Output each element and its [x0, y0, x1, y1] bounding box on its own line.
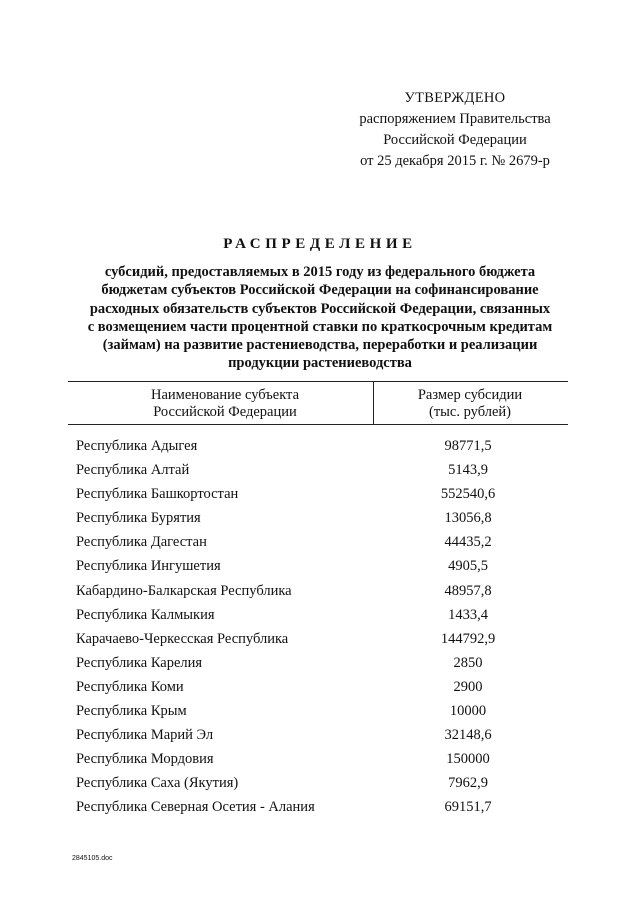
table-row: [0, 438, 640, 462]
table-row: [0, 799, 640, 823]
table-row: [0, 607, 640, 631]
subject-name: Республика Алтай: [76, 462, 190, 479]
subject-name: Карачаево-Черкесская Республика: [76, 630, 289, 647]
header-amount-line-1: Размер субсидии: [417, 387, 523, 403]
subject-name: Кабардино-Балкарская Республика: [76, 582, 292, 599]
table-row: [0, 775, 640, 799]
subsidy-amount: 69151,7: [444, 799, 492, 816]
table-column-divider: [373, 381, 374, 424]
subject-name: Республика Бурятия: [76, 510, 201, 527]
table-top-rule: [68, 381, 568, 382]
subsidy-amount: 48957,8: [444, 582, 492, 599]
subject-name: Республика Коми: [76, 678, 184, 695]
subsidy-amount: 4905,5: [448, 558, 488, 575]
subsidy-amount: 10000: [449, 703, 487, 720]
table-row: [0, 510, 640, 534]
approval-heading: УТВЕРЖДЕНО: [404, 90, 506, 106]
table-row: [0, 534, 640, 558]
subsidy-amount: 552540,6: [440, 486, 496, 503]
subject-name: Республика Крым: [76, 703, 187, 720]
subsidy-amount: 2850: [453, 654, 483, 671]
table-header-rule: [68, 424, 568, 425]
table-row: [0, 751, 640, 775]
subject-name: Республика Марий Эл: [76, 727, 214, 744]
table-row: [0, 583, 640, 607]
subsidy-amount: 144792,9: [440, 630, 496, 647]
subject-name: Республика Дагестан: [76, 534, 207, 551]
table-row: [0, 486, 640, 510]
subtitle-line: субсидий, предоставляемых в 2015 году из федерального бюджета: [104, 264, 536, 280]
approval-date-number: от 25 декабря 2015 г. № 2679-р: [360, 153, 550, 169]
subject-name: Республика Саха (Якутия): [76, 775, 239, 792]
approval-line-2: распоряжением Правительства: [359, 111, 551, 127]
subject-name: Республика Башкортостан: [76, 486, 239, 503]
subsidy-amount: 7962,9: [448, 775, 488, 792]
table-header-amount: [385, 387, 555, 421]
subtitle-line: бюджетам субъектов Российской Федерации на софинансирование: [101, 282, 539, 299]
table-row: [0, 655, 640, 679]
subject-name: Республика Ингушетия: [76, 558, 221, 575]
subsidy-amount: 44435,2: [444, 534, 492, 551]
subject-name: Республика Карелия: [76, 654, 203, 671]
subtitle-line: расходных обязательств субъектов Российской Федерации, связанных: [89, 300, 551, 317]
subtitle-line: продукции растениеводства: [228, 355, 412, 372]
subsidy-amount: 1433,4: [448, 606, 488, 623]
subject-name: Республика Адыгея: [76, 438, 198, 454]
subject-name: Республика Северная Осетия - Алания: [76, 799, 315, 816]
document-subtitle: [70, 263, 570, 373]
table-row: [0, 703, 640, 727]
subsidy-amount: 150000: [446, 751, 490, 768]
header-subject-line-1: Наименование субъекта: [150, 387, 300, 403]
subsidy-amount: 13056,8: [444, 510, 492, 527]
document-title: РАСПРЕДЕЛЕНИЕ: [223, 236, 417, 252]
header-subject-line-2: Российской Федерации: [153, 404, 297, 420]
file-name-footer: 2845105.doc: [72, 855, 113, 862]
subsidy-amount: 2900: [453, 678, 483, 695]
subsidy-amount: 32148,6: [444, 727, 492, 744]
table-row: [0, 631, 640, 655]
table-row: [0, 679, 640, 703]
table-row: [0, 558, 640, 582]
table-row: [0, 727, 640, 751]
table-row: [0, 462, 640, 486]
table-body: [0, 438, 640, 824]
header-amount-line-2: (тыс. рублей): [429, 404, 511, 420]
subject-name: Республика Мордовия: [76, 751, 214, 768]
approval-line-3: Российской Федерации: [383, 132, 527, 148]
subsidy-amount: 5143,9: [448, 462, 488, 479]
table-header-subject: [100, 387, 350, 421]
subject-name: Республика Калмыкия: [76, 606, 215, 623]
subtitle-line: с возмещением части процентной ставки по краткосрочным кредитам: [87, 318, 553, 335]
subtitle-line: (займам) на развитие растениеводства, переработки и реализации: [102, 337, 538, 354]
subsidy-amount: 98771,5: [444, 438, 492, 454]
approval-block: [350, 88, 560, 172]
